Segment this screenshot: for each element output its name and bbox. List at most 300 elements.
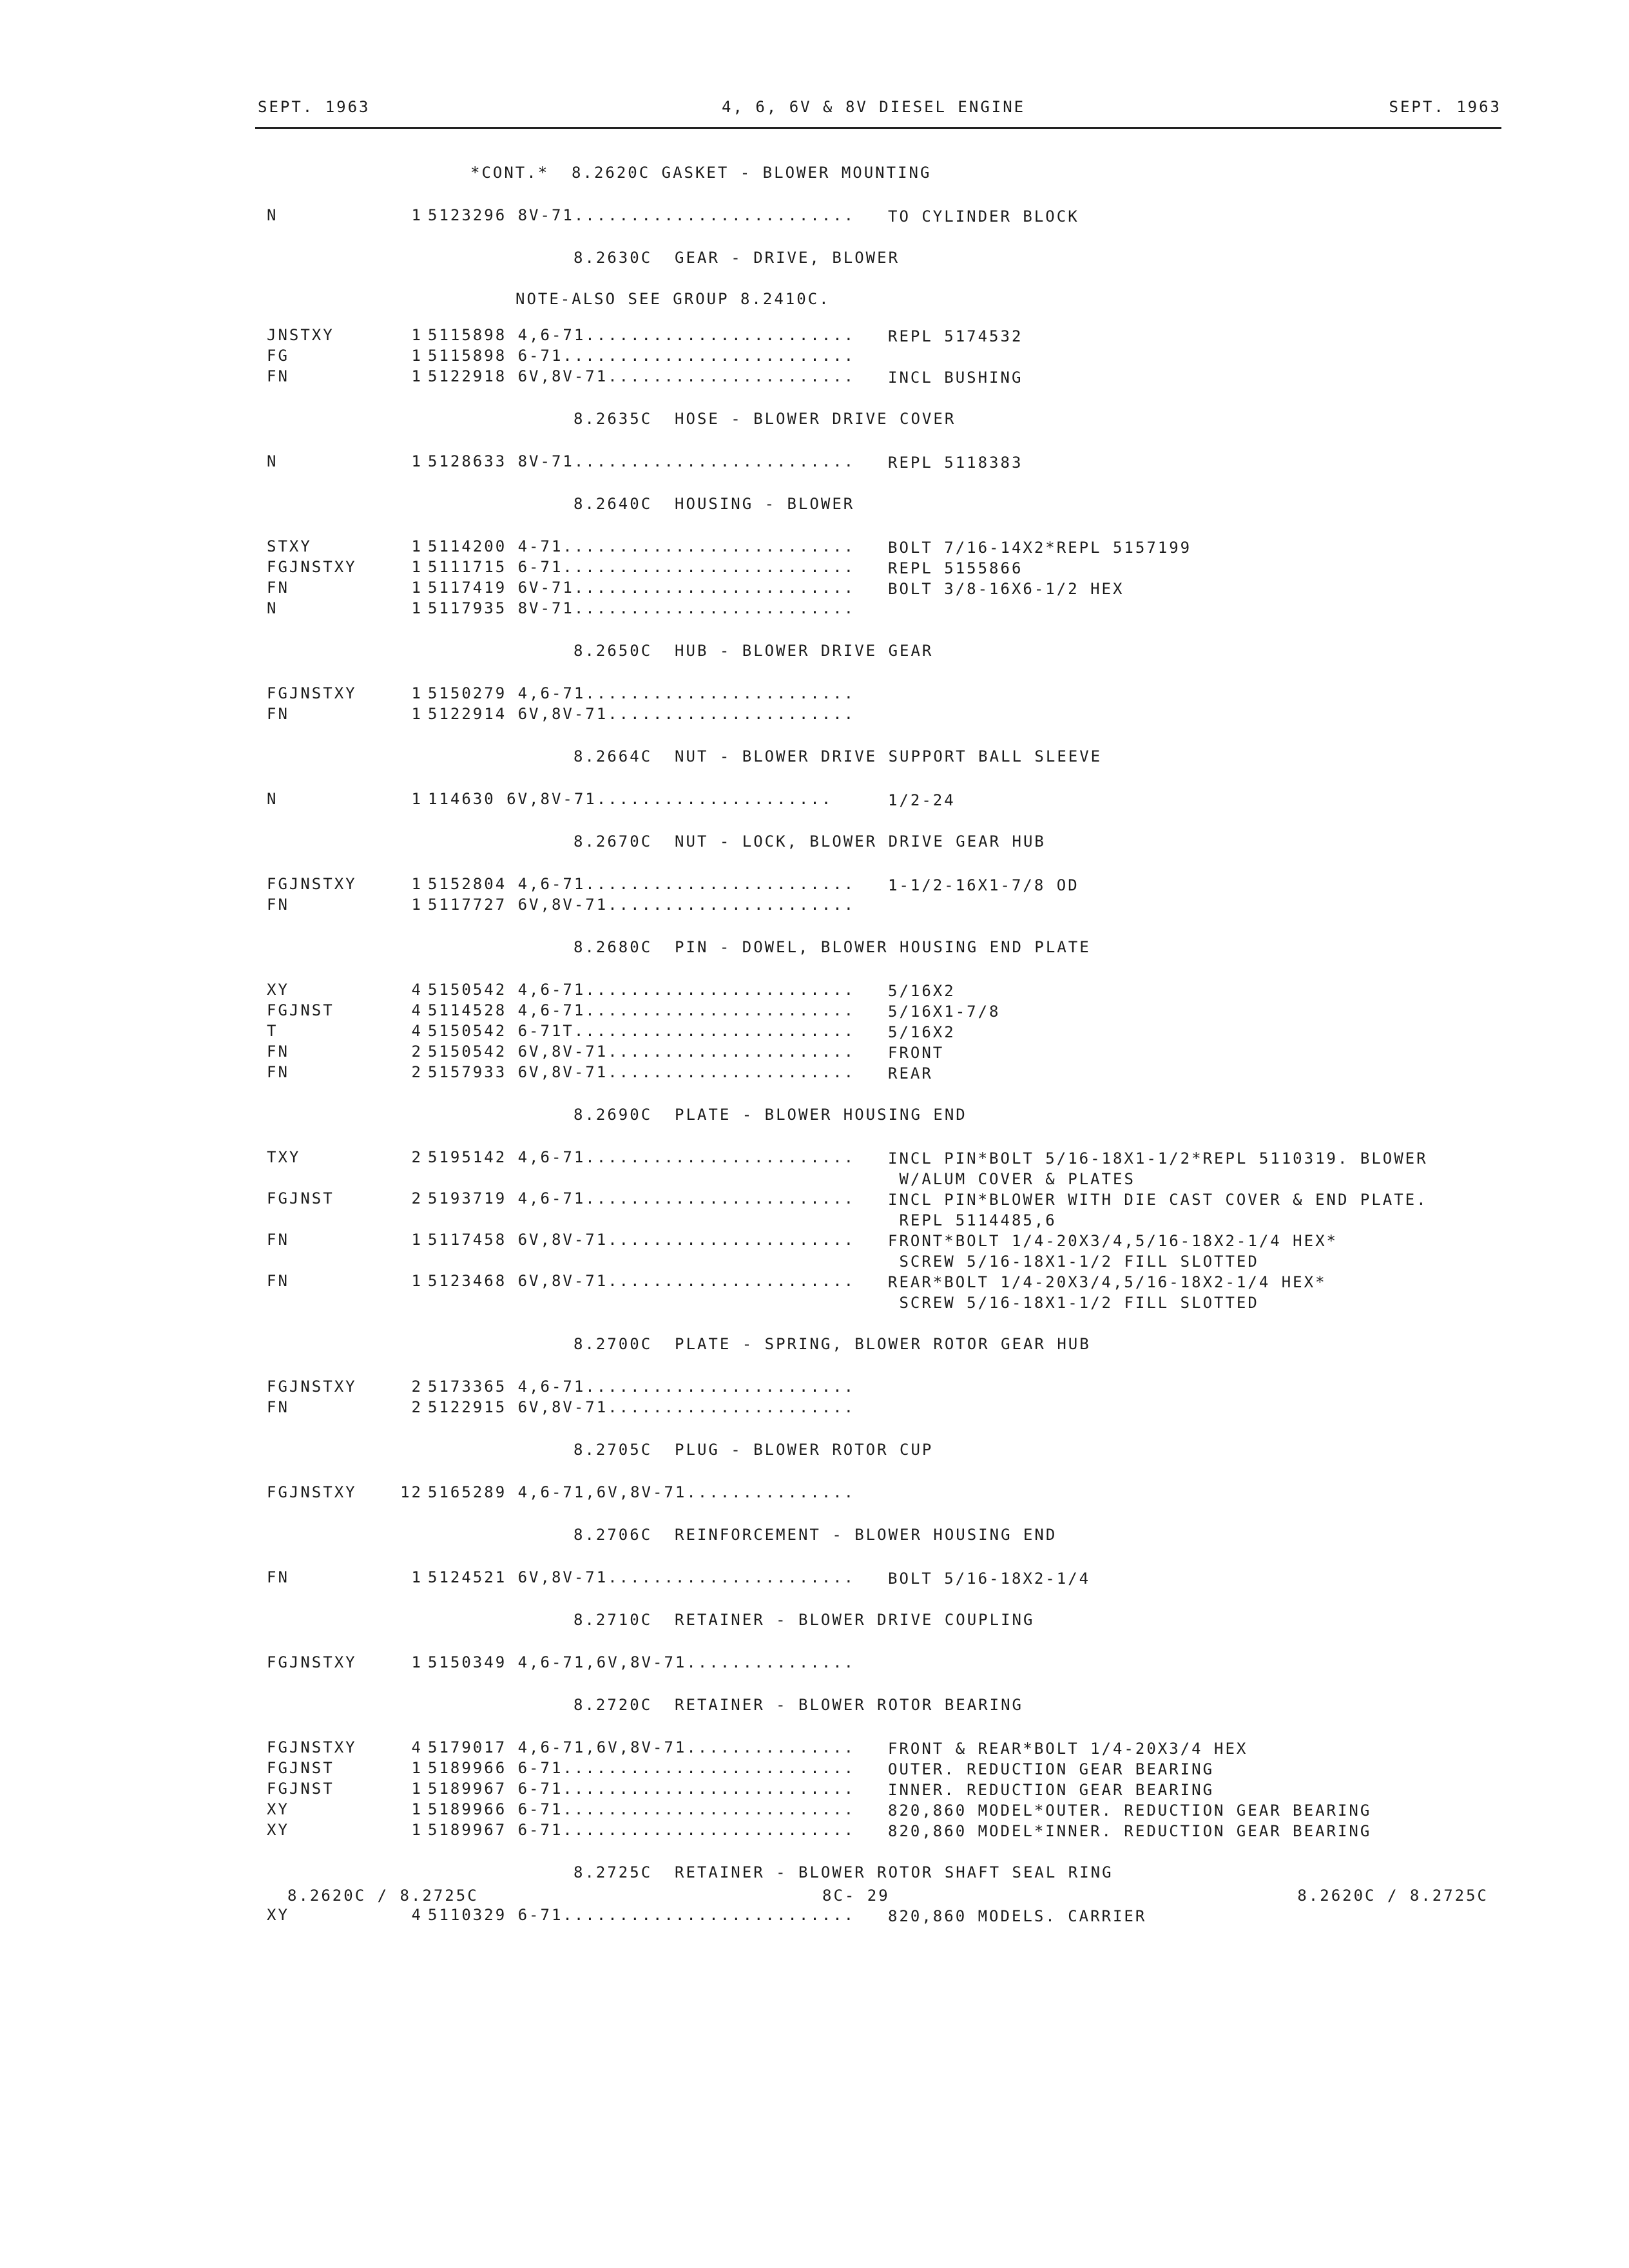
model-codes: FGJNST xyxy=(267,1001,334,1019)
remarks: 5/16X2 xyxy=(888,982,956,1000)
model-codes: T xyxy=(267,1022,278,1040)
part-number-description xyxy=(428,579,855,597)
section-title-row xyxy=(0,637,1629,678)
spacer xyxy=(0,446,1629,452)
parts-row xyxy=(0,1821,1629,1841)
spacer xyxy=(0,1674,1629,1691)
parts-section xyxy=(0,1436,1629,1521)
part-number: 5150542 xyxy=(428,1043,507,1061)
quantity: 12 xyxy=(400,1483,423,1501)
part-number-description xyxy=(428,896,855,914)
part-number-description xyxy=(428,1398,855,1416)
section-title: 8.2640C HOUSING - BLOWER xyxy=(574,495,855,513)
parts-section xyxy=(0,742,1629,827)
engine-application: 6V,8V-71...................... xyxy=(517,367,856,385)
quantity: 1 xyxy=(411,1821,423,1839)
part-number-description xyxy=(428,875,855,893)
part-number-description xyxy=(428,1780,855,1798)
remarks: BOLT 7/16-14X2*REPL 5157199 xyxy=(888,539,1192,557)
quantity: 1 xyxy=(411,326,423,344)
part-number-description xyxy=(428,326,855,344)
parts-row xyxy=(0,1148,1629,1189)
model-codes: XY xyxy=(267,981,289,999)
part-number-description xyxy=(428,599,855,617)
parts-section xyxy=(0,1330,1629,1436)
parts-row xyxy=(0,896,1629,916)
spacer xyxy=(0,1504,1629,1521)
model-codes: FN xyxy=(267,896,289,914)
model-codes: XY xyxy=(267,1906,289,1924)
spacer xyxy=(0,1142,1629,1148)
part-number-description xyxy=(428,1653,855,1671)
parts-row xyxy=(0,705,1629,726)
spacer xyxy=(0,473,1629,490)
parts-row xyxy=(0,558,1629,579)
section-title-row xyxy=(0,827,1629,869)
remarks: 5/16X2 xyxy=(888,1023,956,1041)
part-number: 5179017 xyxy=(428,1738,507,1756)
model-codes: N xyxy=(267,452,278,470)
section-title: 8.2670C NUT - LOCK, BLOWER DRIVE GEAR HUB xyxy=(574,832,1046,850)
part-number: 5122914 xyxy=(428,705,507,723)
quantity: 1 xyxy=(411,1653,423,1671)
parts-row xyxy=(0,367,1629,388)
quantity: 4 xyxy=(411,1738,423,1756)
engine-application: 8V-71......................... xyxy=(517,206,856,224)
section-title: 8.2680C PIN - DOWEL, BLOWER HOUSING END PLATE xyxy=(574,938,1091,956)
quantity: 4 xyxy=(411,981,423,999)
section-title-row xyxy=(0,1691,1629,1732)
part-number-description xyxy=(428,1148,855,1166)
part-number: 5150542 xyxy=(428,981,507,999)
quantity: 4 xyxy=(411,1022,423,1040)
parts-row xyxy=(0,452,1629,473)
parts-row xyxy=(0,1189,1629,1231)
engine-application: 6V,8V-71...................... xyxy=(517,1398,856,1416)
section-title-row xyxy=(0,1436,1629,1477)
part-number-description xyxy=(428,1189,855,1207)
model-codes: JNSTXY xyxy=(267,326,334,344)
spacer xyxy=(0,1084,1629,1100)
part-number-description xyxy=(428,1821,855,1839)
remarks: REPL 5155866 xyxy=(888,559,1023,577)
parts-row xyxy=(0,537,1629,558)
parts-row xyxy=(0,1568,1629,1589)
remarks: 820,860 MODEL*INNER. REDUCTION GEAR BEARING xyxy=(888,1822,1372,1840)
part-number: 5117935 xyxy=(428,599,507,617)
part-number: 5123296 xyxy=(428,206,507,224)
quantity: 1 xyxy=(411,1780,423,1798)
section-title: 8.2720C RETAINER - BLOWER ROTOR BEARING xyxy=(574,1696,1023,1714)
engine-application: 6V,8V-71...................... xyxy=(517,896,856,914)
parts-row xyxy=(0,1063,1629,1084)
model-codes: FGJNST xyxy=(267,1759,334,1777)
part-number: 5128633 xyxy=(428,452,507,470)
section-title: 8.2650C HUB - BLOWER DRIVE GEAR xyxy=(574,642,934,660)
part-number: 5122918 xyxy=(428,367,507,385)
part-number-description xyxy=(428,1378,855,1396)
remarks: 5/16X1-7/8 xyxy=(888,1003,1001,1021)
part-number-description xyxy=(428,1001,855,1019)
parts-row xyxy=(0,599,1629,620)
part-number-description xyxy=(428,1800,855,1818)
model-codes: N xyxy=(267,599,278,617)
section-title-row xyxy=(0,1521,1629,1562)
engine-application: 6V,8V-71...................... xyxy=(517,1568,856,1586)
engine-application: 6-71.......................... xyxy=(517,347,856,365)
part-number-description xyxy=(428,452,855,470)
footer-range-right: 8.2620C / 8.2725C xyxy=(1297,1887,1489,1905)
model-codes: FGJNSTXY xyxy=(267,1378,357,1396)
part-number: 5150349 xyxy=(428,1653,507,1671)
quantity: 2 xyxy=(411,1378,423,1396)
spacer xyxy=(0,974,1629,981)
spacer xyxy=(0,726,1629,742)
section-title: 8.2635C HOSE - BLOWER DRIVE COVER xyxy=(574,410,956,428)
spacer xyxy=(0,783,1629,790)
part-number-description xyxy=(428,1759,855,1777)
model-codes: FGJNST xyxy=(267,1189,334,1207)
page-header xyxy=(258,98,1501,129)
part-number-description xyxy=(428,1022,855,1040)
model-codes: FN xyxy=(267,1043,289,1061)
quantity: 1 xyxy=(411,705,423,723)
part-number-description xyxy=(428,981,855,999)
quantity: 1 xyxy=(411,367,423,385)
parts-row xyxy=(0,206,1629,227)
parts-row xyxy=(0,1759,1629,1780)
remarks: INNER. REDUCTION GEAR BEARING xyxy=(888,1781,1215,1799)
model-codes: FG xyxy=(267,347,289,365)
spacer xyxy=(0,531,1629,537)
header-date-left: SEPT. 1963 xyxy=(258,98,371,116)
engine-application: 6V,8V-71...................... xyxy=(517,705,856,723)
engine-application: 6-71.......................... xyxy=(517,1759,856,1777)
header-title: 4, 6, 6V & 8V DIESEL ENGINE xyxy=(722,98,1026,116)
section-note-row xyxy=(0,285,1629,326)
engine-application: 4,6-71........................ xyxy=(517,1148,856,1166)
quantity: 4 xyxy=(411,1001,423,1019)
part-number: 5117458 xyxy=(428,1231,507,1249)
spacer xyxy=(0,1419,1629,1436)
model-codes: FN xyxy=(267,1568,289,1586)
quantity: 2 xyxy=(411,1398,423,1416)
engine-application: 4,6-71........................ xyxy=(517,1378,856,1396)
quantity: 2 xyxy=(411,1063,423,1081)
parts-row xyxy=(0,1378,1629,1398)
remarks: OUTER. REDUCTION GEAR BEARING xyxy=(888,1760,1215,1778)
model-codes: FN xyxy=(267,579,289,597)
parts-row xyxy=(0,347,1629,367)
spacer xyxy=(0,1589,1629,1606)
engine-application: 6-71.......................... xyxy=(517,1906,856,1924)
remarks: 820,860 MODELS. CARRIER xyxy=(888,1907,1147,1925)
spacer xyxy=(0,1562,1629,1568)
section-title: 8.2710C RETAINER - BLOWER DRIVE COUPLING xyxy=(574,1611,1035,1629)
part-number: 5189967 xyxy=(428,1780,507,1798)
remarks: REPL 5118383 xyxy=(888,454,1023,472)
parts-row xyxy=(0,875,1629,896)
quantity: 1 xyxy=(411,684,423,702)
parts-section xyxy=(0,405,1629,490)
part-number: 5115898 xyxy=(428,347,507,365)
spacer xyxy=(0,388,1629,405)
spacer xyxy=(0,620,1629,637)
engine-application: 6V,8V-71...................... xyxy=(517,1063,856,1081)
quantity: 1 xyxy=(411,347,423,365)
part-number: 5111715 xyxy=(428,558,507,576)
part-number: 114630 xyxy=(428,790,496,808)
model-codes: STXY xyxy=(267,537,312,555)
part-number: 5152804 xyxy=(428,875,507,893)
part-number: 5193719 xyxy=(428,1189,507,1207)
quantity: 1 xyxy=(411,1568,423,1586)
engine-application: 4,6-71,6V,8V-71............... xyxy=(517,1483,856,1501)
parts-row xyxy=(0,1738,1629,1759)
part-number: 5157933 xyxy=(428,1063,507,1081)
remarks: FRONT & REAR*BOLT 1/4-20X3/4 HEX xyxy=(888,1740,1248,1758)
engine-application: 6-71.......................... xyxy=(517,1800,856,1818)
part-number: 5150542 xyxy=(428,1022,507,1040)
part-number-description xyxy=(428,347,855,365)
engine-application: 4,6-71........................ xyxy=(517,326,856,344)
part-number-description xyxy=(428,1043,855,1061)
spacer xyxy=(0,1841,1629,1858)
engine-application: 4,6-71........................ xyxy=(517,981,856,999)
part-number: 5122915 xyxy=(428,1398,507,1416)
engine-application: 4,6-71........................ xyxy=(517,684,856,702)
part-number: 5150279 xyxy=(428,684,507,702)
remarks: BOLT 3/8-16X6-1/2 HEX xyxy=(888,580,1124,598)
parts-row xyxy=(0,579,1629,599)
remarks: INCL PIN*BOLT 5/16-18X1-1/2*REPL 5110319. BLOWER W/ALUM COVER & PLATES xyxy=(888,1149,1428,1188)
remarks: FRONT xyxy=(888,1044,945,1062)
remarks: 1/2-24 xyxy=(888,791,956,809)
part-number-description xyxy=(428,1063,855,1081)
parts-row xyxy=(0,981,1629,1001)
part-number-description xyxy=(428,1272,855,1290)
page-number: 8C- 29 xyxy=(822,1887,890,1905)
engine-application: 6V,8V-71...................... xyxy=(517,1043,856,1061)
model-codes: FGJNSTXY xyxy=(267,1483,357,1501)
model-codes: TXY xyxy=(267,1148,301,1166)
section-title: 8.2700C PLATE - SPRING, BLOWER ROTOR GEAR HUB xyxy=(574,1335,1091,1353)
spacer xyxy=(0,1927,1629,1943)
parts-section xyxy=(0,490,1629,637)
quantity: 1 xyxy=(411,896,423,914)
spacer xyxy=(0,1647,1629,1653)
part-number-description xyxy=(428,790,833,808)
quantity: 4 xyxy=(411,1906,423,1924)
spacer xyxy=(0,1477,1629,1483)
part-number-description xyxy=(428,537,855,555)
quantity: 1 xyxy=(411,537,423,555)
remarks: FRONT*BOLT 1/4-20X3/4,5/16-18X2-1/4 HEX* SCREW 5/16-18X1-1/2 FILL SLOTTED xyxy=(888,1232,1338,1271)
quantity: 2 xyxy=(411,1189,423,1207)
section-title-row xyxy=(0,490,1629,531)
engine-application: 4,6-71........................ xyxy=(517,875,856,893)
model-codes: XY xyxy=(267,1800,289,1818)
page-footer xyxy=(287,1887,1489,1912)
part-number: 5189966 xyxy=(428,1759,507,1777)
section-title-row xyxy=(0,159,1629,200)
parts-row xyxy=(0,1398,1629,1419)
model-codes: FGJNSTXY xyxy=(267,875,357,893)
parts-row xyxy=(0,790,1629,811)
section-title-row xyxy=(0,1606,1629,1647)
part-number-description xyxy=(428,705,855,723)
engine-application: 6V,8V-71...................... xyxy=(517,1231,856,1249)
section-note: NOTE-ALSO SEE GROUP 8.2410C. xyxy=(516,290,831,308)
parts-section xyxy=(0,244,1629,405)
parts-row xyxy=(0,1043,1629,1063)
parts-row xyxy=(0,1653,1629,1674)
engine-application: 4,6-71........................ xyxy=(517,1189,856,1207)
section-title: 8.2690C PLATE - BLOWER HOUSING END xyxy=(574,1106,967,1124)
model-codes: FGJNSTXY xyxy=(267,558,357,576)
part-number: 5114200 xyxy=(428,537,507,555)
spacer xyxy=(0,811,1629,827)
remarks: REPL 5174532 xyxy=(888,327,1023,345)
parts-section xyxy=(0,1521,1629,1606)
model-codes: FGJNSTXY xyxy=(267,684,357,702)
parts-section xyxy=(0,933,1629,1100)
quantity: 1 xyxy=(411,1800,423,1818)
quantity: 1 xyxy=(411,599,423,617)
quantity: 1 xyxy=(411,875,423,893)
part-number-description xyxy=(428,1568,855,1586)
section-title: 8.2705C PLUG - BLOWER ROTOR CUP xyxy=(574,1441,934,1459)
part-number: 5114528 xyxy=(428,1001,507,1019)
remarks: REAR*BOLT 1/4-20X3/4,5/16-18X2-1/4 HEX* SCREW 5/16-18X1-1/2 FILL SLOTTED xyxy=(888,1273,1327,1312)
part-number: 5173365 xyxy=(428,1378,507,1396)
parts-row xyxy=(0,1800,1629,1821)
part-number-description xyxy=(428,1231,855,1249)
part-number: 5189966 xyxy=(428,1800,507,1818)
parts-row xyxy=(0,1001,1629,1022)
section-title: 8.2664C NUT - BLOWER DRIVE SUPPORT BALL SLEEVE xyxy=(574,747,1103,765)
part-number: 5189967 xyxy=(428,1821,507,1839)
parts-row xyxy=(0,1231,1629,1272)
quantity: 2 xyxy=(411,1148,423,1166)
spacer xyxy=(0,1732,1629,1738)
section-title-row xyxy=(0,405,1629,446)
parts-row xyxy=(0,684,1629,705)
engine-application: 6-71.......................... xyxy=(517,1780,856,1798)
part-number-description xyxy=(428,1738,855,1756)
spacer xyxy=(0,1371,1629,1378)
part-number-description xyxy=(428,684,855,702)
engine-application: 8V-71......................... xyxy=(517,452,856,470)
part-number: 5123468 xyxy=(428,1272,507,1290)
remarks: TO CYLINDER BLOCK xyxy=(888,207,1079,226)
model-codes: FN xyxy=(267,1231,289,1249)
quantity: 1 xyxy=(411,1759,423,1777)
section-title-row xyxy=(0,1330,1629,1371)
quantity: 1 xyxy=(411,1272,423,1290)
section-title: 8.2706C REINFORCEMENT - BLOWER HOUSING END xyxy=(574,1526,1057,1544)
quantity: 1 xyxy=(411,579,423,597)
engine-application: 6V-71......................... xyxy=(517,579,856,597)
parts-section xyxy=(0,827,1629,933)
model-codes: FN xyxy=(267,1398,289,1416)
spacer xyxy=(0,1313,1629,1330)
part-number-description xyxy=(428,558,855,576)
section-title-row xyxy=(0,1100,1629,1142)
parts-section xyxy=(0,637,1629,742)
parts-row xyxy=(0,1022,1629,1043)
footer-range-left: 8.2620C / 8.2725C xyxy=(287,1887,479,1905)
engine-application: 4,6-71........................ xyxy=(517,1001,856,1019)
section-title-row xyxy=(0,933,1629,974)
quantity: 1 xyxy=(411,558,423,576)
engine-application: 6-71.......................... xyxy=(517,558,856,576)
spacer xyxy=(0,916,1629,933)
remarks: 820,860 MODEL*OUTER. REDUCTION GEAR BEARING xyxy=(888,1802,1372,1820)
engine-application: 4,6-71,6V,8V-71............... xyxy=(517,1653,856,1671)
model-codes: N xyxy=(267,206,278,224)
quantity: 1 xyxy=(411,790,423,808)
model-codes: FN xyxy=(267,1063,289,1081)
model-codes: FGJNSTXY xyxy=(267,1738,357,1756)
spacer xyxy=(0,678,1629,684)
spacer xyxy=(0,869,1629,875)
engine-application: 4-71.......................... xyxy=(517,537,856,555)
header-date-right: SEPT. 1963 xyxy=(1389,98,1501,116)
model-codes: FN xyxy=(267,1272,289,1290)
part-number-description xyxy=(428,1483,855,1501)
model-codes: FN xyxy=(267,705,289,723)
model-codes: XY xyxy=(267,1821,289,1839)
model-codes: FN xyxy=(267,367,289,385)
parts-row xyxy=(0,1483,1629,1504)
remarks: BOLT 5/16-18X2-1/4 xyxy=(888,1570,1091,1588)
engine-application: 6V,8V-71...................... xyxy=(517,1272,856,1290)
part-number: 5115898 xyxy=(428,326,507,344)
quantity: 2 xyxy=(411,1043,423,1061)
parts-section xyxy=(0,159,1629,244)
header-rule xyxy=(255,127,1501,129)
part-number-description xyxy=(428,367,855,385)
part-number: 5195142 xyxy=(428,1148,507,1166)
section-title-row xyxy=(0,244,1629,285)
spacer xyxy=(0,200,1629,206)
model-codes: FGJNST xyxy=(267,1780,334,1798)
model-codes: N xyxy=(267,790,278,808)
parts-list xyxy=(0,159,1629,1943)
section-title-row xyxy=(0,742,1629,783)
part-number: 5165289 xyxy=(428,1483,507,1501)
quantity: 1 xyxy=(411,452,423,470)
parts-section xyxy=(0,1606,1629,1691)
parts-section xyxy=(0,1100,1629,1330)
parts-row xyxy=(0,1272,1629,1313)
model-codes: FGJNSTXY xyxy=(267,1653,357,1671)
part-number: 5124521 xyxy=(428,1568,507,1586)
part-number: 5117727 xyxy=(428,896,507,914)
engine-application: 8V-71......................... xyxy=(517,599,856,617)
section-title: *CONT.* 8.2620C GASKET - BLOWER MOUNTING xyxy=(470,164,932,182)
part-number: 5110329 xyxy=(428,1906,507,1924)
parts-row xyxy=(0,1780,1629,1800)
section-title: 8.2630C GEAR - DRIVE, BLOWER xyxy=(574,249,900,267)
engine-application: 6-71.......................... xyxy=(517,1821,856,1839)
part-number: 5117419 xyxy=(428,579,507,597)
engine-application: 4,6-71,6V,8V-71............... xyxy=(517,1738,856,1756)
remarks: INCL PIN*BLOWER WITH DIE CAST COVER & END PLATE. REPL 5114485,6 xyxy=(888,1191,1428,1229)
part-number-description xyxy=(428,206,855,224)
remarks: INCL BUSHING xyxy=(888,369,1023,387)
